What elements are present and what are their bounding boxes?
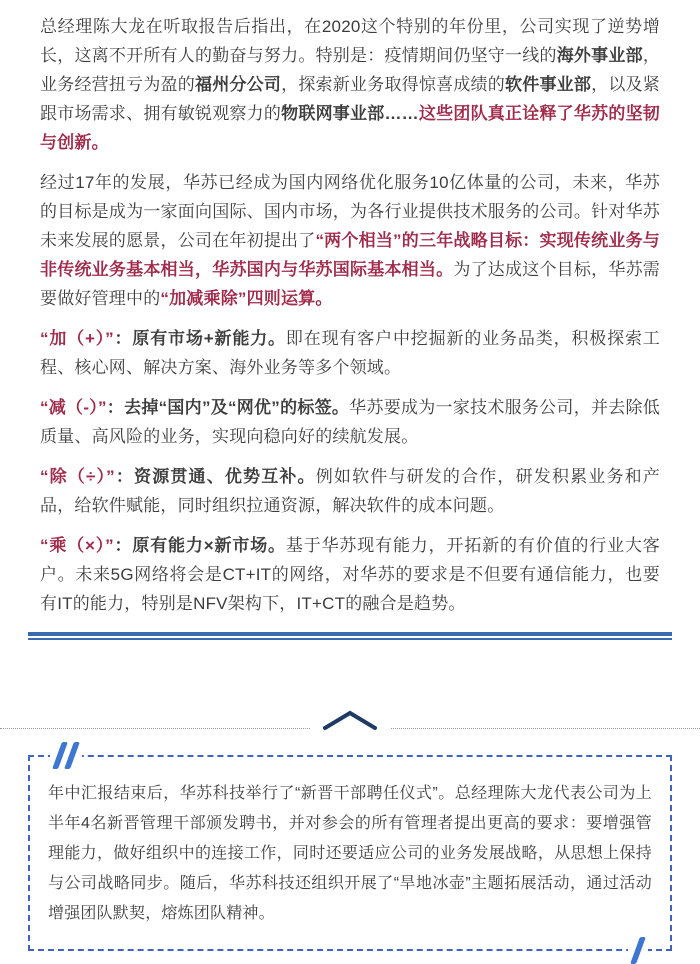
article-paragraph-minus <box>40 393 660 451</box>
body-text: 总经理陈大龙在听取报告后指出，在2020这个特别的年份里，公司实现了逆势增长，这离不开所有人的勤奋与努力。特别是：疫情期间仍坚守一线的 <box>40 17 660 65</box>
bold-text: ：资源贯通、优势互补。 <box>114 467 316 486</box>
article-paragraph-1 <box>40 12 660 157</box>
bold-text: ：原有能力×新市场。 <box>113 536 286 555</box>
highlight-text: “乘（×）” <box>40 536 114 555</box>
body-text: 为了达成这个目标，华苏需要做好管理中的 <box>40 260 660 308</box>
highlight-text: “减（-）” <box>40 398 107 417</box>
divider-thick-line <box>28 632 672 636</box>
chevron-up-icon <box>310 709 390 731</box>
bold-text: 软件事业部 <box>505 75 592 94</box>
highlight-text: 这些团队真正诠释了华苏的坚韧与创新。 <box>40 104 660 152</box>
article-paragraph-divide <box>40 462 660 520</box>
body-text: 华苏要成为一家技术服务公司，并去除低质量、高风险的业务，实现向稳向好的续航发展。 <box>40 398 660 446</box>
section-divider <box>28 632 672 640</box>
article-paragraph-2 <box>40 168 660 313</box>
highlight-text: “除（÷）” <box>40 467 115 486</box>
quote-double-slash-icon <box>50 742 82 769</box>
article-paragraph-plus <box>40 324 660 382</box>
body-text: 基于华苏现有能力，开拓新的有价值的行业大客户。未来5G网络将会是CT+IT的网络，对华苏的要求是不但要有通信能力，也要有IT的能力，特别是NFV架构下，IT+CT的融合是趋势。 <box>40 536 660 613</box>
body-text: 即在现有客户中挖掘新的业务品类，积极探索工程、核心网、解决方案、海外业务等多个领域。 <box>40 329 660 377</box>
bold-text: ：原有市场+新能力。 <box>113 329 286 348</box>
divider-thin-line <box>28 638 672 640</box>
bold-text: 物联网事业部…… <box>281 104 419 123</box>
highlight-text: “加（+）” <box>40 329 114 348</box>
quote-box <box>28 755 672 951</box>
highlight-text: “加减乘除”四则运算。 <box>160 289 333 308</box>
quote-single-slash-icon <box>628 937 648 964</box>
body-text: ，以及紧跟市场需求、拥有敏锐观察力的 <box>40 75 660 123</box>
body-text: ，探索新业务取得惊喜成绩的 <box>281 75 505 94</box>
quote-paragraph <box>48 779 652 929</box>
highlight-text: “两个相当”的三年战略目标：实现传统业务与非传统业务基本相当，华苏国内与华苏国际基本相当。 <box>40 231 660 279</box>
article-paragraph-multiply <box>40 531 660 618</box>
bold-text: 海外事业部 <box>556 46 643 65</box>
body-text: 经过17年的发展，华苏已经成为国内网络优化服务10亿体量的公司，未来，华苏的目标是成为一家面向国际、国内市场，为各行业提供技术服务的公司。针对华苏未来发展的愿景，公司在年初提出了 <box>40 173 660 250</box>
body-text: ，业务经营扭亏为盈的 <box>40 46 661 94</box>
body-text: 年中汇报结束后，华苏科技举行了“新晋干部聘任仪式”。总经理陈大龙代表公司为上半年4名新晋管理干部颁发聘书，并对参会的所有管理者提出更高的要求：要增强管理能力，做好组织中的连接工作，同时还要适应公司的业务发展战略，从思想上保持与公司战略同步。随后，华苏科技还组织开展了“旱地冰壶”主题拓展活动，通过活动增强团队默契，熔炼团队精神。 <box>48 785 652 922</box>
slash-bar-icon <box>630 937 646 964</box>
slash-bar-icon <box>64 742 80 769</box>
body-text: 例如软件与研发的合作，研发积累业务和产品，给软件赋能，同时组织拉通资源，解决软件的成本问题。 <box>40 467 660 515</box>
bold-text: ：去掉“国内”及“网优”的标签。 <box>106 398 350 417</box>
collapse-rule <box>0 709 700 733</box>
bold-text: 福州分公司 <box>195 75 282 94</box>
